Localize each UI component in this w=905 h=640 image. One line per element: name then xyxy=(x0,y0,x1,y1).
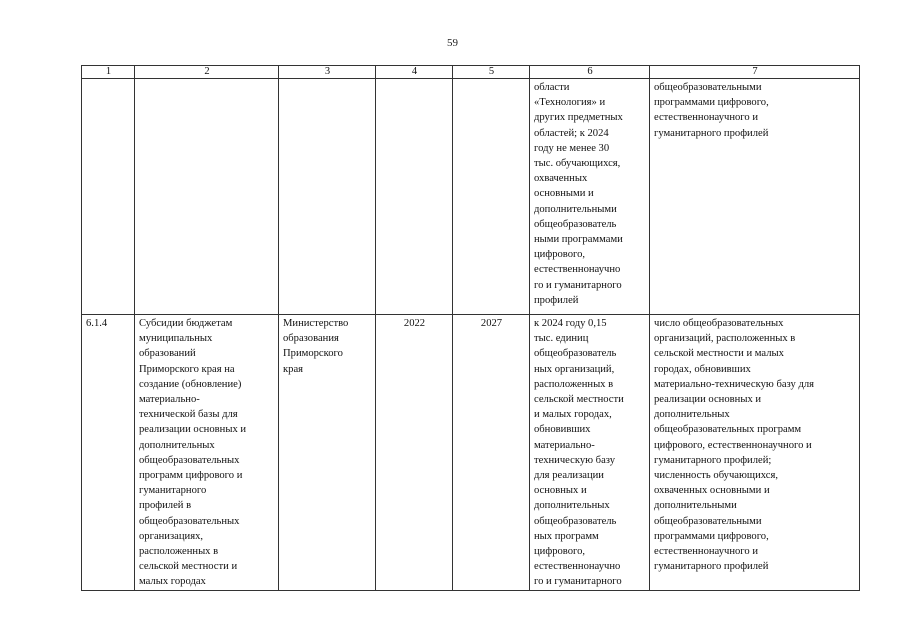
cell-indicator: общеобразовательными программами цифрового, естественнонаучного и гуманитарного профилей xyxy=(650,79,860,315)
table-row xyxy=(82,315,860,591)
cell-executor xyxy=(279,79,376,315)
table-row xyxy=(82,79,860,315)
table-header-row xyxy=(82,66,860,79)
cell-start-year xyxy=(376,79,453,315)
column-header: 2 xyxy=(135,66,279,79)
column-header: 1 xyxy=(82,66,135,79)
cell-number xyxy=(82,79,135,315)
document-table xyxy=(81,65,860,591)
column-header: 6 xyxy=(530,66,650,79)
column-header: 7 xyxy=(650,66,860,79)
cell-name xyxy=(135,79,279,315)
cell-end-year: 2027 xyxy=(453,315,530,591)
cell-end-year xyxy=(453,79,530,315)
column-header: 3 xyxy=(279,66,376,79)
page-number: 59 xyxy=(447,37,458,49)
cell-result: к 2024 году 0,15 тыс. единиц общеобразователь ных организаций, расположенных в сельской местности и малых городах, обновивших материально- техническую базу для реализации основных и дополнительных общеобразователь ных программ цифрового, естественнонаучно го и гуманитарного xyxy=(530,315,650,591)
column-header: 5 xyxy=(453,66,530,79)
cell-name: Субсидии бюджетам муниципальных образований Приморского края на создание (обновление) материально- технической базы для реализации основных и дополнительных общеобразовательных программ цифрового и гуманитарного профилей в общеобразовательных организациях, расположенных в сельской местности и малых городах xyxy=(135,315,279,591)
cell-start-year: 2022 xyxy=(376,315,453,591)
column-header: 4 xyxy=(376,66,453,79)
cell-number: 6.1.4 xyxy=(82,315,135,591)
cell-result: области «Технология» и других предметных областей; к 2024 году не менее 30 тыс. обучающихся, охваченных основными и дополнительными общеобразователь ными программами цифрового, естественнонаучно го и гуманитарного профилей xyxy=(530,79,650,315)
cell-executor: Министерство образования Приморского края xyxy=(279,315,376,591)
cell-indicator: число общеобразовательных организаций, расположенных в сельской местности и малых городах, обновивших материально-техническую базу для реализации основных и дополнительных общеобразовательных программ цифрового, естественнонаучного и гуманитарного профилей; численность обучающихся, охваченных основными и дополнительными общеобразовательными программами цифрового, естественнонаучного и гуманитарного профилей xyxy=(650,315,860,591)
